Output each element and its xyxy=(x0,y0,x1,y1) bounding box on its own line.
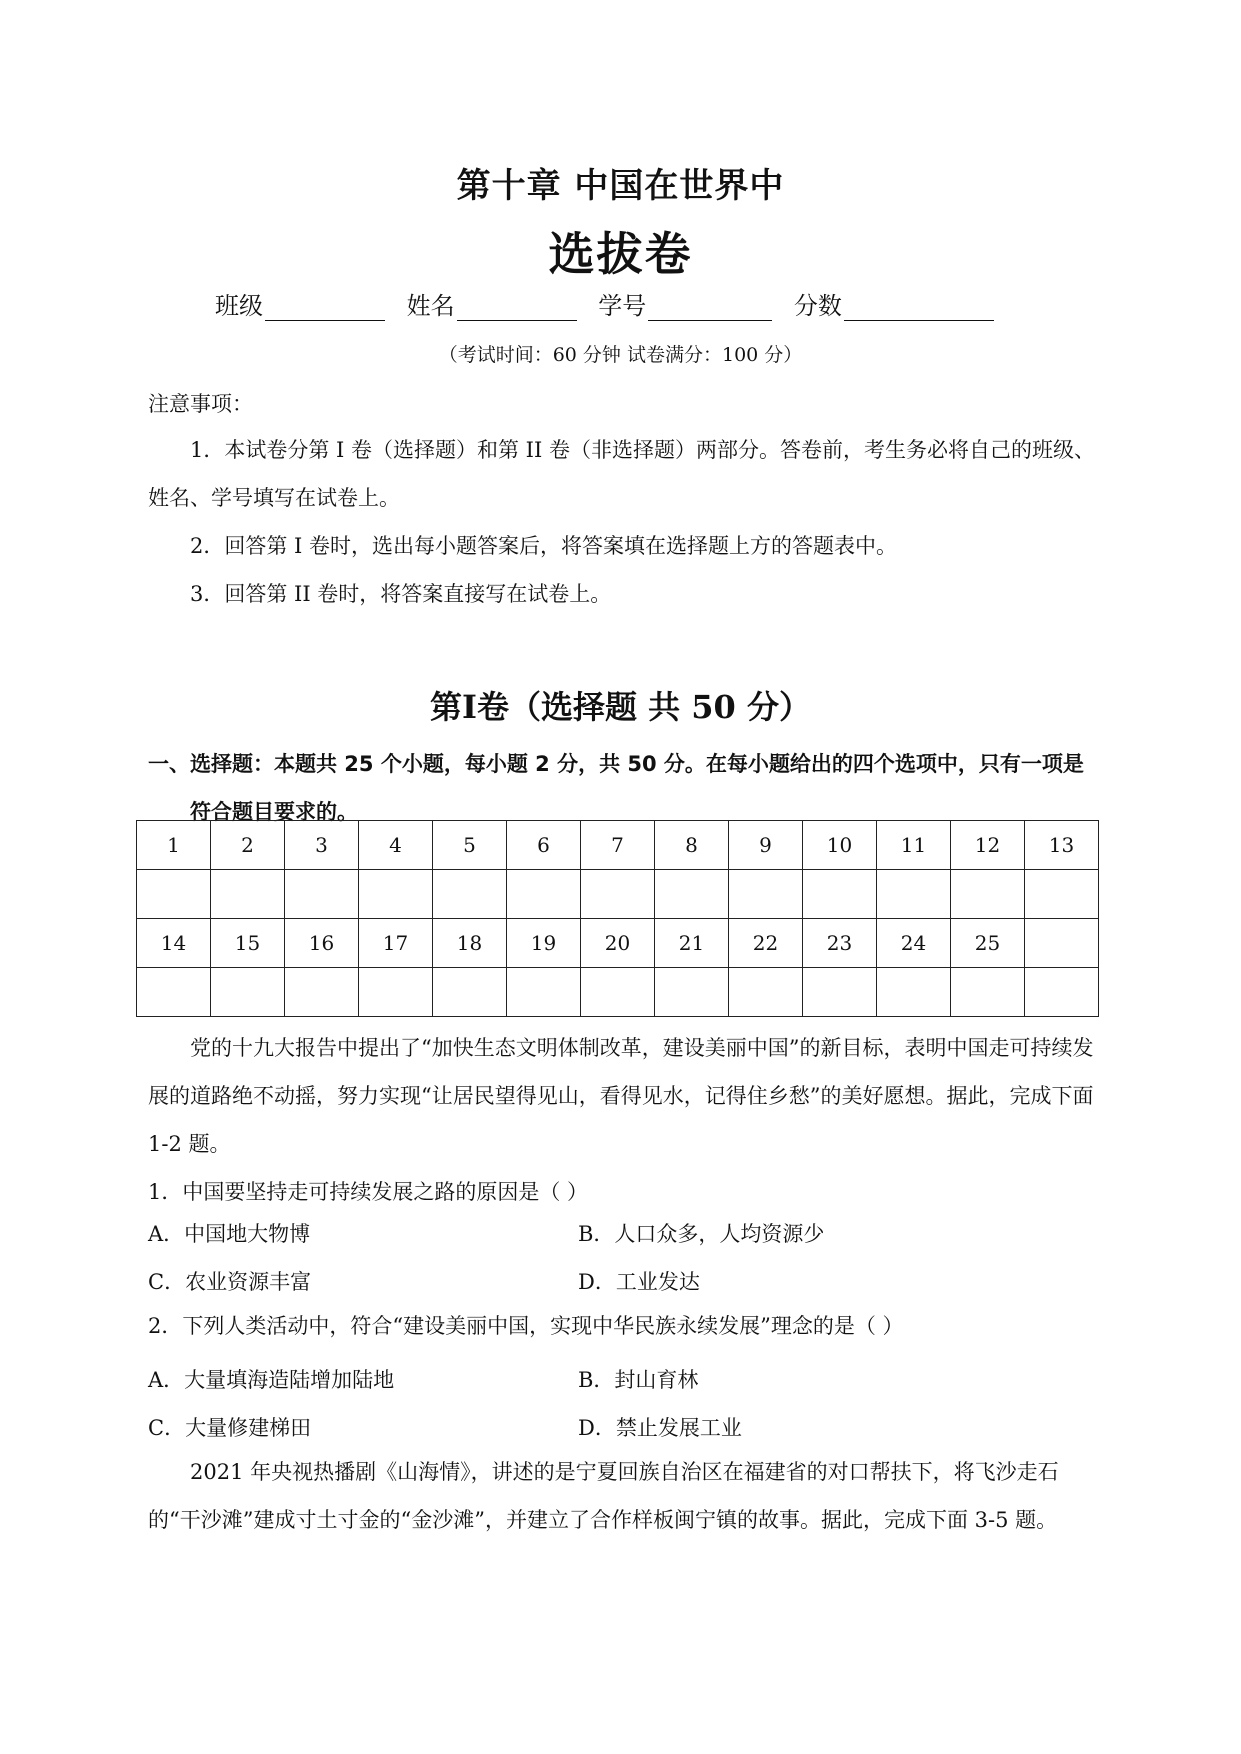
notice-item-2: 2．回答第 I 卷时，选出每小题答案后，将答案填在选择题上方的答题表中。 xyxy=(190,534,898,558)
answer-number-cell: 3 xyxy=(285,821,359,870)
answer-blank-cell[interactable] xyxy=(507,870,581,919)
answer-blank-cell[interactable] xyxy=(137,870,211,919)
answer-number-cell: 25 xyxy=(951,919,1025,968)
answer-number-cell: 9 xyxy=(729,821,803,870)
answer-blank-cell[interactable] xyxy=(211,968,285,1017)
answer-blank-cell[interactable] xyxy=(285,870,359,919)
passage-1: 党的十九大报告中提出了“加快生态文明体制改革，建设美丽中国”的新目标，表明中国走可持续发展的道路绝不动摇，努力实现“让居民望得见山，看得见水，记得住乡愁”的美好愿想。据此，完成下面 1-2 题。 xyxy=(148,1036,1094,1156)
answer-blank-cell[interactable] xyxy=(729,870,803,919)
answer-blank-cell[interactable] xyxy=(359,968,433,1017)
question-1-stem: 1．中国要坚持走可持续发展之路的原因是（ ） xyxy=(148,1180,589,1204)
student-id-field xyxy=(598,286,772,321)
answer-number-row-2 xyxy=(137,919,1099,968)
answer-blank-cell[interactable] xyxy=(951,870,1025,919)
answer-number-cell: 2 xyxy=(211,821,285,870)
question-2-option-a[interactable]: A．大量填海造陆增加陆地 xyxy=(148,1368,395,1392)
answer-blank-cell[interactable] xyxy=(1025,870,1099,919)
question-2-option-b[interactable]: B．封山育林 xyxy=(578,1368,699,1392)
answer-blank-cell[interactable] xyxy=(655,870,729,919)
answer-blank-cell[interactable] xyxy=(1025,968,1099,1017)
answer-blank-cell[interactable] xyxy=(877,870,951,919)
exam-time-note: （考试时间：60 分钟 试卷满分：100 分） xyxy=(438,344,803,366)
exam-subtitle: 选拔卷 xyxy=(548,227,693,281)
answer-number-cell: 14 xyxy=(137,919,211,968)
answer-blank-row-2 xyxy=(137,968,1099,1017)
name-field xyxy=(407,286,577,321)
answer-number-row-1 xyxy=(137,821,1099,870)
answer-number-cell: 4 xyxy=(359,821,433,870)
answer-number-cell: 15 xyxy=(211,919,285,968)
answer-number-cell: 20 xyxy=(581,919,655,968)
answer-number-cell: 17 xyxy=(359,919,433,968)
notice-item-1: 1．本试卷分第 I 卷（选择题）和第 II 卷（非选择题）两部分。答卷前，考生务必将自己的班级、姓名、学号填写在试卷上。 xyxy=(148,438,1095,510)
answer-blank-cell[interactable] xyxy=(507,968,581,1017)
name-label: 姓名 xyxy=(406,292,455,320)
chapter-title: 第十章 中国在世界中 xyxy=(456,166,785,206)
question-header-line1: 一、选择题：本题共 25 个小题，每小题 2 分，共 50 分。在每小题给出的四个选项中，只有一项是 xyxy=(148,752,1084,776)
class-label: 班级 xyxy=(215,292,263,320)
answer-number-cell: 13 xyxy=(1025,821,1099,870)
answer-blank-cell[interactable] xyxy=(285,968,359,1017)
score-field xyxy=(794,286,994,321)
answer-blank-cell[interactable] xyxy=(803,870,877,919)
answer-blank-cell[interactable] xyxy=(433,968,507,1017)
answer-blank-cell[interactable] xyxy=(433,870,507,919)
notice-item-3: 3．回答第 II 卷时，将答案直接写在试卷上。 xyxy=(190,582,612,606)
score-label: 分数 xyxy=(793,292,842,320)
answer-blank-cell[interactable] xyxy=(211,870,285,919)
answer-blank-cell[interactable] xyxy=(581,968,655,1017)
answer-number-cell: 8 xyxy=(655,821,729,870)
answer-number-cell: 12 xyxy=(951,821,1025,870)
question-1-option-b[interactable]: B．人口众多，人均资源少 xyxy=(578,1222,825,1246)
answer-blank-row-1 xyxy=(137,870,1099,919)
section-title: 第I卷（选择题 共 50 分） xyxy=(430,688,811,726)
answer-blank-cell[interactable] xyxy=(803,968,877,1017)
question-2-option-d[interactable]: D．禁止发展工业 xyxy=(578,1416,742,1440)
answer-number-cell: 18 xyxy=(433,919,507,968)
answer-number-cell: 21 xyxy=(655,919,729,968)
answer-blank-cell[interactable] xyxy=(655,968,729,1017)
answer-number-cell: 24 xyxy=(877,919,951,968)
question-2-option-c[interactable]: C．大量修建梯田 xyxy=(148,1416,312,1440)
answer-number-cell: 16 xyxy=(285,919,359,968)
answer-number-cell: 19 xyxy=(507,919,581,968)
answer-blank-cell[interactable] xyxy=(581,870,655,919)
question-1-option-c[interactable]: C．农业资源丰富 xyxy=(148,1270,312,1294)
question-header-line2: 符合题目要求的。 xyxy=(190,800,358,824)
answer-blank-cell[interactable] xyxy=(137,968,211,1017)
class-field xyxy=(215,286,385,321)
question-2-stem: 2．下列人类活动中，符合“建设美丽中国，实现中华民族永续发展”理念的是（ ） xyxy=(148,1314,904,1338)
class-blank[interactable] xyxy=(265,294,385,321)
answer-number-cell: 1 xyxy=(137,821,211,870)
answer-table xyxy=(136,820,1099,1017)
answer-number-cell xyxy=(1025,919,1099,968)
student-id-blank[interactable] xyxy=(648,294,772,321)
answer-blank-cell[interactable] xyxy=(877,968,951,1017)
student-id-label: 学号 xyxy=(598,292,647,320)
answer-blank-cell[interactable] xyxy=(951,968,1025,1017)
question-1-option-a[interactable]: A．中国地大物博 xyxy=(148,1222,311,1246)
answer-number-cell: 5 xyxy=(433,821,507,870)
answer-number-cell: 11 xyxy=(877,821,951,870)
answer-blank-cell[interactable] xyxy=(729,968,803,1017)
answer-number-cell: 6 xyxy=(507,821,581,870)
answer-blank-cell[interactable] xyxy=(359,870,433,919)
notice-title: 注意事项： xyxy=(148,392,253,416)
score-blank[interactable] xyxy=(844,294,994,321)
question-1-option-d[interactable]: D．工业发达 xyxy=(578,1270,700,1294)
passage-2: 2021 年央视热播剧《山海情》，讲述的是宁夏回族自治区在福建省的对口帮扶下，将飞沙走石的“干沙滩”建成寸土寸金的“金沙滩”，并建立了合作样板闽宁镇的故事。据此，完成下面 3-5 题。 xyxy=(148,1460,1059,1532)
answer-number-cell: 22 xyxy=(729,919,803,968)
student-info-row xyxy=(215,286,1008,321)
answer-number-cell: 7 xyxy=(581,821,655,870)
name-blank[interactable] xyxy=(457,294,577,321)
answer-number-cell: 10 xyxy=(803,821,877,870)
answer-number-cell: 23 xyxy=(803,919,877,968)
